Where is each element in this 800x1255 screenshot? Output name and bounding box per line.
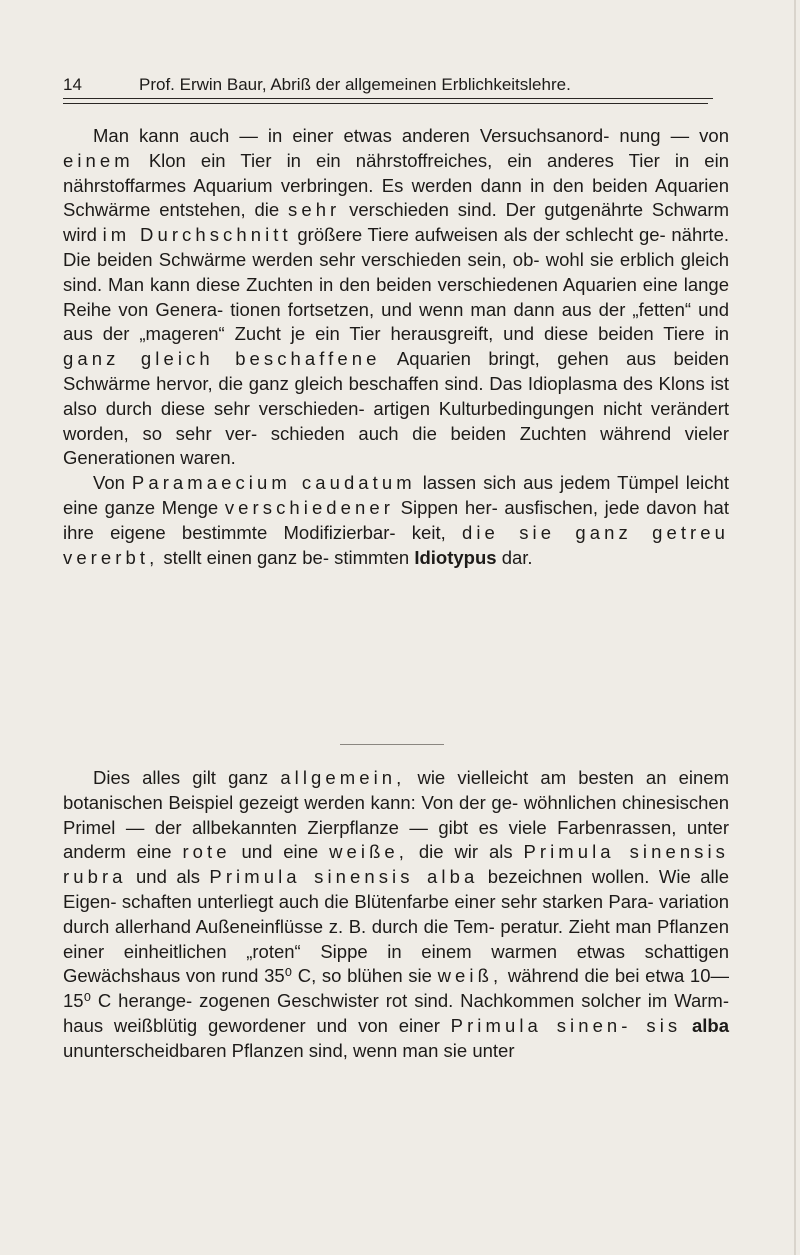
- text-run: größere Tiere aufweisen als der schlecht ge- nährte. Die beiden Schwärme werden sehr verschieden sein, ob- wohl sie erblich gleich sind. Man kann diese Zuchten in den beiden verschiedenen Aquarien eine lange Reihe von Genera- tionen fortsetzen, und wenn man dann aus der „fetten“ und aus der „mageren“ Zucht je ein Tier herausgreift, und diese beiden Tiere in: [63, 224, 729, 345]
- text-run: bezeichnen wollen. Wie alle Eigen- schaften unterliegt auch die Blütenfarbe einer sehr starken Para- variation durch allerhand Außeneinflüsse z. B. durch die Tem- peratur. Zieht man Pflanzen einer einheitlichen „roten“ Sippe in einem warmen etwas schattigen Gewächshaus von rund 35⁰ C, so blühen sie: [63, 866, 730, 987]
- spaced-emphasis: Primula sinensis alba: [209, 866, 479, 888]
- page-number: 14: [63, 75, 82, 94]
- spaced-emphasis: Primula sinen- sis: [450, 1014, 682, 1036]
- spaced-emphasis: verschiedener: [224, 496, 394, 518]
- spaced-emphasis: im Durchschnitt: [102, 224, 292, 246]
- text-run: wie vielleicht am besten an einem botanischen Beispiel gezeigt werden kann: Von der ge- wöhnlichen chinesischen Primel — der allbekannten Zierpflanze — gibt es viele Farbenrassen, unter anderm eine: [63, 767, 729, 863]
- bold-term-alba: alba: [681, 1014, 730, 1036]
- text-run: Klon ein Tier in ein nährstoffreiches, ein anderes Tier in ein nährstoffarmes Aquarium verbringen. Es werden dann in den beiden Aquarien Schwärme entstehen, die: [63, 149, 729, 221]
- text-run: Von: [93, 472, 132, 494]
- paragraph-klon-aquarium: [63, 124, 729, 471]
- spaced-emphasis: einem: [63, 149, 134, 171]
- page-header: [63, 74, 703, 96]
- section-1-text: [63, 124, 729, 570]
- text-run: stellt einen ganz be- stimmten: [158, 546, 415, 568]
- section-2-text: [63, 766, 729, 1064]
- spaced-emphasis: weiß,: [437, 965, 503, 987]
- text-run: Dies alles gilt ganz: [93, 767, 281, 788]
- text-run: die wir als: [408, 841, 524, 863]
- header-rule-top: [63, 98, 713, 99]
- spaced-emphasis: ganz gleich beschaffene: [63, 348, 381, 370]
- text-run: Man kann auch — in einer etwas anderen Versuchsanord- nung — von: [93, 125, 729, 146]
- text-run: lassen sich aus jedem Tümpel leicht eine ganze Menge: [63, 472, 729, 518]
- spaced-emphasis: rote: [182, 841, 231, 863]
- running-title: Prof. Erwin Baur, Abriß der allgemeinen Erblichkeitslehre.: [139, 75, 571, 94]
- text-run: und als: [126, 866, 210, 888]
- paragraph-paramaecium: [63, 471, 729, 570]
- text-run: während die bei etwa 10—15⁰ C herange- zogenen Geschwister rot sind. Nachkommen solcher im Warm- haus weißblütig gewordener und von einer: [63, 965, 729, 1036]
- spaced-emphasis: Primula sinensis rubra: [63, 841, 730, 888]
- page-edge-shadow: [794, 0, 796, 1255]
- bold-term-idiotypus: Idiotypus: [414, 546, 497, 568]
- spaced-emphasis: Paramaecium caudatum: [131, 472, 416, 494]
- text-run: und eine: [230, 841, 330, 863]
- text-run: verschieden sind. Der gutgenährte Schwarm wird: [63, 199, 729, 246]
- spaced-emphasis: die sie ganz getreu vererbt,: [63, 521, 729, 568]
- spaced-emphasis: sehr: [288, 199, 341, 221]
- paragraph-primula: [63, 766, 729, 1064]
- section-separator: [340, 744, 444, 745]
- spaced-emphasis: weiße,: [329, 841, 409, 863]
- text-run: Aquarien bringt, gehen aus beiden Schwärme hervor, die ganz gleich beschaffen sind. Das Idioplasma des Klons ist also durch diese sehr verschieden- artigen Kulturbedingungen nicht verändert worden, so sehr ver- schieden auch die beiden Zuchten während vieler Generationen waren.: [63, 348, 730, 469]
- spaced-emphasis: allgemein,: [280, 767, 406, 788]
- text-run: Sippen her- ausfischen, jede davon hat ihre eigene bestimmte Modifizierbar- keit,: [63, 496, 729, 543]
- header-rule-bottom: [63, 103, 708, 104]
- text-run: ununterscheidbaren Pflanzen sind, wenn man sie unter: [63, 1039, 515, 1061]
- text-run: dar.: [496, 546, 533, 568]
